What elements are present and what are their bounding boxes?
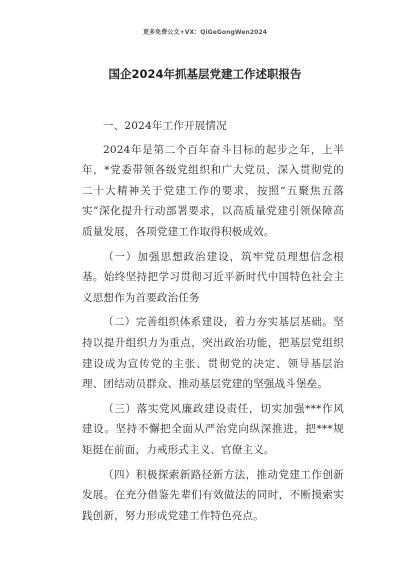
header-note: 更多免费公文+VX：QiGeGongWen2024 <box>142 29 267 36</box>
paragraph-intro: 2024年是第二个百年奋斗目标的起步之年，上半年，*党委带领各级党组织和广大党员，深入贯彻党的二十大精神关于党建工作的要求，按照“五聚焦五落实”深化提升行动部署要求，以高质量党建引领保障高质量发展，各项党建工作取得积极成效。 <box>82 143 344 238</box>
paragraph-discipline: （三）落实党风廉政建设责任，切实加强***作风建设。坚持不懈把全面从严治党向纵深推进，把***规矩挺在前面，力戒形式主义、官僚主义。 <box>82 402 344 456</box>
paragraph-ideology: （一）加强思想政治建设，筑牢党员理想信念根基。始终坚持把学习贯彻习近平新时代中国特色社会主义思想作为首要政治任务 <box>82 250 344 304</box>
paragraph-organization: （二）完善组织体系建设，着力夯实基层基础。坚持以提升组织力为重点，突出政治功能，把基层党组织建设成为宣传党的主张、贯彻党的决定、领导基层治理、团结动员群众、推动基层党建的坚强战斗堡垒。 <box>82 316 344 391</box>
paragraph-innovation: （四）积极探索新路径新方法，推动党建工作创新发展。在充分借鉴先辈们有效做法的同时，不断摸索实践创新，努力形成党建工作特色亮点。 <box>82 468 344 522</box>
section-heading: 一、2024年工作开展情况 <box>103 120 227 132</box>
document-body <box>82 116 344 530</box>
document-title: 国企2024年抓基层党建工作述职报告 <box>108 67 302 81</box>
